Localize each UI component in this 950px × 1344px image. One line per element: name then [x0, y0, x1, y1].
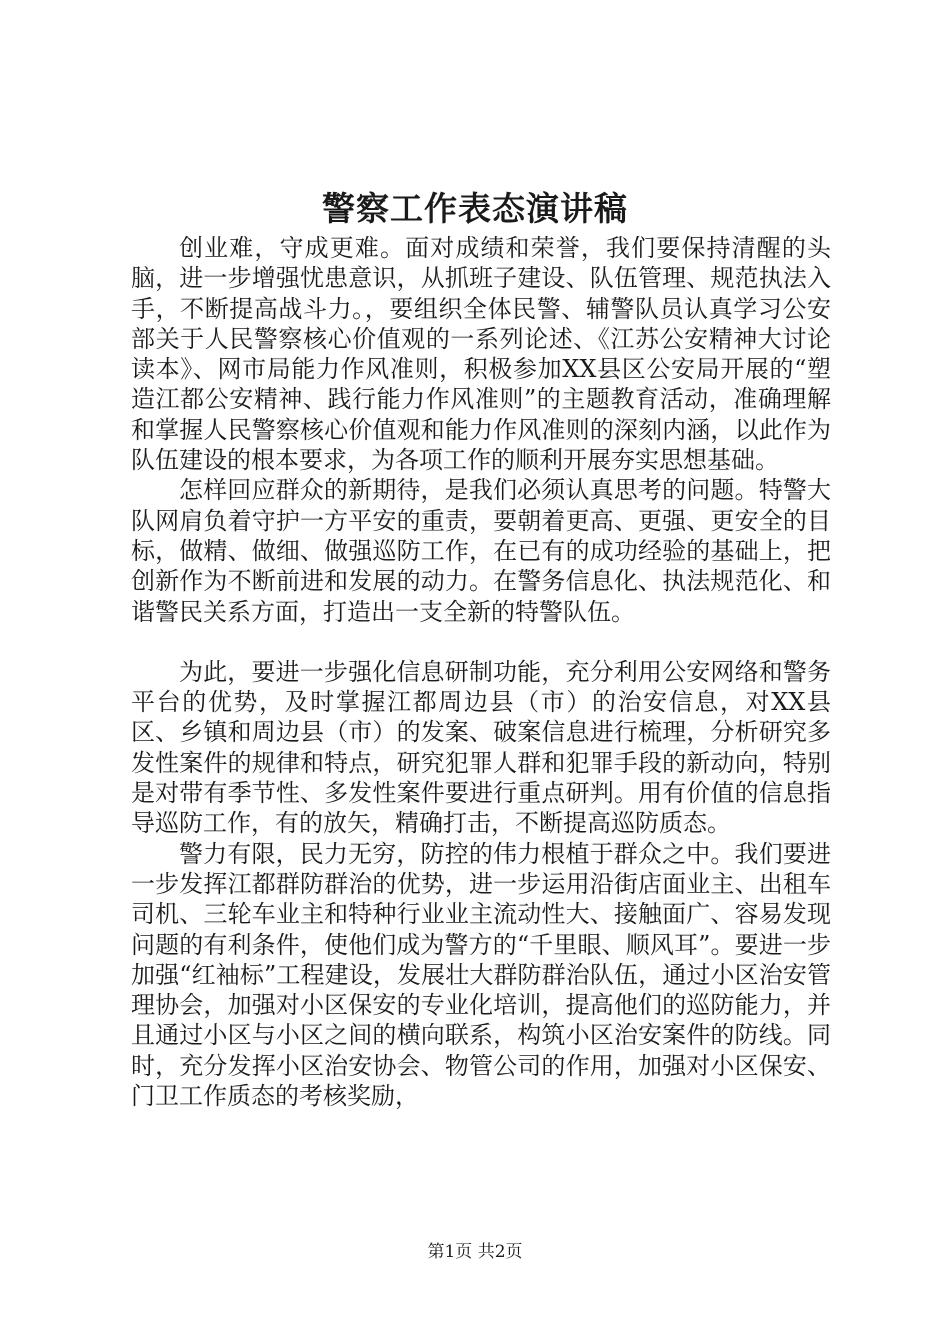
paragraph-4: 警力有限，民力无穷，防控的伟力根植于群众之中。我们要进一步发挥江都群防群治的优势，进一步运用沿街店面业主、出租车司机、三轮车业主和特种行业业主流动性大、接触面广、容易发现问题的有利条件，使他们成为警方的“千里眼、顺风耳”。要进一步加强“红袖标”工程建设，发展壮大群防群治队伍，通过小区治安管理协会，加强对小区保安的专业化培训，提高他们的巡防能力，并且通过小区与小区之间的横向联系，构筑小区治安案件的防线。同时，充分发挥小区治安协会、物管公司的作用，加强对小区保安、门卫工作质态的考核奖励， [131, 839, 831, 1111]
document-body [131, 233, 831, 1111]
paragraph-3: 为此，要进一步强化信息研制功能，充分利用公安网络和警务平台的优势，及时掌握江都周边县（市）的治安信息，对XX县区、乡镇和周边县（市）的发案、破案信息进行梳理，分析研究多发性案件的规律和特点，研究犯罪人群和犯罪手段的新动向，特别是对带有季节性、多发性案件要进行重点研判。用有价值的信息指导巡防工作，有的放矢，精确打击，不断提高巡防质态。 [131, 657, 831, 838]
paragraph-1: 创业难，守成更难。面对成绩和荣誉，我们要保持清醒的头脑，进一步增强忧患意识，从抓班子建设、队伍管理、规范执法入手，不断提高战斗力。，要组织全体民警、辅警队员认真学习公安部关于人民警察核心价值观的一系列论述、《江苏公安精神大讨论读本》、网市局能力作风准则，积极参加XX县区公安局开展的“塑造江都公安精神、践行能力作风准则”的主题教育活动，准确理解和掌握人民警察核心价值观和能力作风准则的深刻内涵，以此作为队伍建设的根本要求，为各项工作的顺利开展夯实思想基础。 [131, 234, 831, 475]
document-title: 警察工作表态演讲稿 [322, 189, 628, 228]
page-footer: 第1页 共2页 [427, 1242, 523, 1262]
paragraph-2: 怎样回应群众的新期待，是我们必须认真思考的问题。特警大队网肩负着守护一方平安的重责，要朝着更高、更强、更安全的目标，做精、做细、做强巡防工作，在已有的成功经验的基础上，把创新作为不断前进和发展的动力。在警务信息化、执法规范化、和谐警民关系方面，打造出一支全新的特警队伍。 [131, 476, 831, 626]
